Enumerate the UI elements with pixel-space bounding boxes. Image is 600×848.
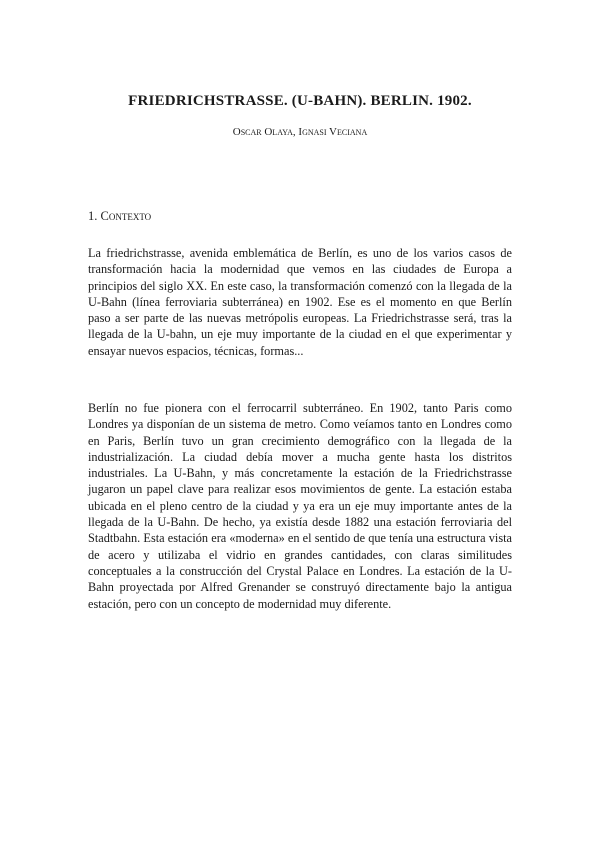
paragraph-1: La friedrichstrasse, avenida emblemática de Berlín, es uno de los varios casos de transformación hacia la modernidad que vemos en las ciudades de Europa a principios del siglo XX. En este caso, la transformación comenzó con la llegada de la U-Bahn (línea ferroviaria subterránea) en 1902. Ese es el momento en que Berlín paso a ser parte de las nuevas metrópolis europeas. La Friedrichstrasse será, tras la llegada de la U-bahn, un eje muy importante de la ciudad en el que experimentar y ensayar nuevos espacios, técnicas, formas...: [88, 246, 512, 358]
paragraph-2: Berlín no fue pionera con el ferrocarril subterráneo. En 1902, tanto Paris como Londres ya disponían de un sistema de metro. Como veíamos tanto en Londres como en Paris, Berlín tuvo un gran crecimiento demográfico con la llegada de la industrialización. La ciudad debía mover a mucha gente hasta los distritos industriales. La U-Bahn, y más concretamente la estación de la Friedrichstrasse jugaron un papel clave para realizar esos movimientos de gente. La estación estaba ubicada en el pleno centro de la ciudad y ya era un eje muy importante antes de la llegada de la U-Bahn. De hecho, ya existía desde 1882 una estación ferroviaria del Stadtbahn. Esta estación era «moderna» en el sentido de que tenía una estructura vista de acero y utilizaba el vidrio en grandes cantidades, con claras similitudes conceptuales a la construcción del Crystal Palace en Londres. La estación de la U-Bahn proyectada por Alfred Grenander se construyó directamente bajo la antigua estación, pero con un concepto de modernidad muy diferente.: [88, 401, 512, 611]
section-heading: 1. Contexto: [88, 209, 152, 223]
document-authors: Oscar Olaya, Ignasi Veciana: [232, 126, 368, 138]
document-title: FRIEDRICHSTRASSE. (U-BAHN). BERLIN. 1902.: [128, 93, 472, 109]
